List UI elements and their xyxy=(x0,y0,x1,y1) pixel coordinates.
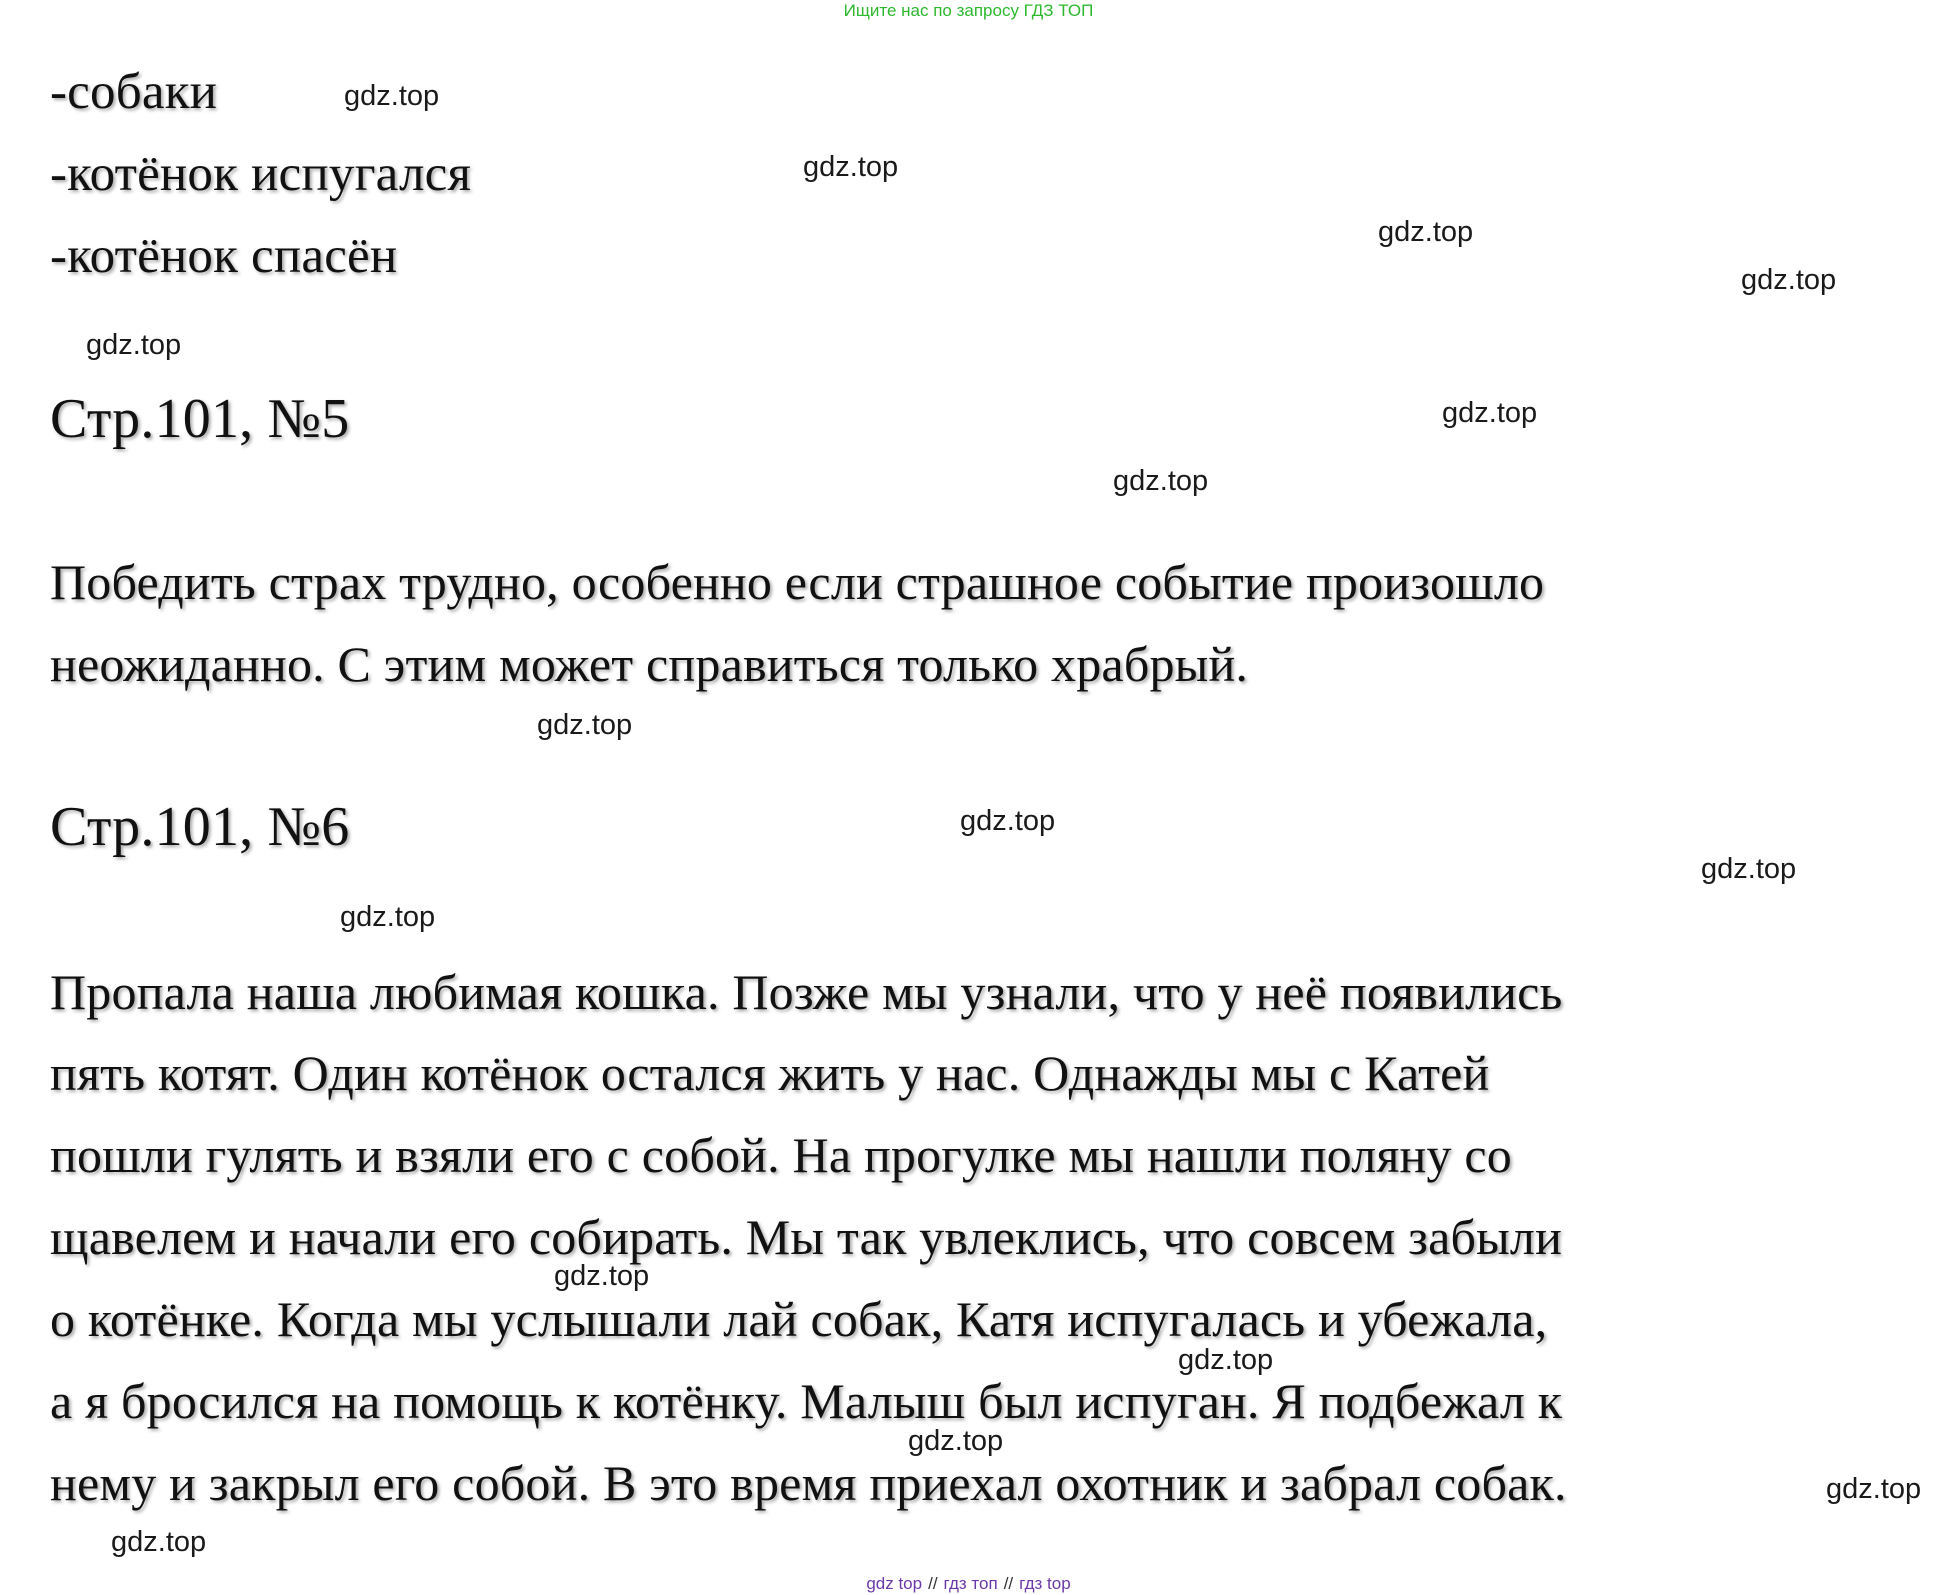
footer-separator: // xyxy=(1003,1574,1014,1593)
top-banner: Ищите нас по запросу ГДЗ ТОП xyxy=(843,1,1094,20)
watermark: gdz.top xyxy=(111,1526,207,1558)
paragraph-line: щавелем и начали его собирать. Мы так увлеклись, что совсем забыли xyxy=(50,1209,1563,1265)
paragraph-line: пять котят. Один котёнок остался жить у нас. Однажды мы с Катей xyxy=(50,1045,1490,1101)
section-heading: Стр.101, №6 xyxy=(50,796,350,858)
paragraph-line: Победить страх трудно, особенно если страшное событие произошло xyxy=(50,554,1545,610)
watermark: gdz.top xyxy=(554,1260,650,1292)
paragraph-line: пошли гулять и взяли его с собой. На прогулке мы нашли поляну со xyxy=(50,1127,1512,1183)
watermark: gdz.top xyxy=(960,805,1056,837)
footer-link[interactable]: гдз top xyxy=(1019,1574,1071,1593)
bullet-item: -собаки xyxy=(50,64,218,120)
footer-link[interactable]: gdz top xyxy=(866,1574,923,1593)
watermark: gdz.top xyxy=(803,151,899,183)
section-heading: Стр.101, №5 xyxy=(50,388,350,450)
watermark: gdz.top xyxy=(1113,465,1209,497)
bullet-item: -котёнок испугался xyxy=(50,146,472,202)
watermark: gdz.top xyxy=(1826,1473,1922,1505)
paragraph-line: о котёнке. Когда мы услышали лай собак, Катя испугалась и убежала, xyxy=(50,1291,1548,1347)
watermark: gdz.top xyxy=(1178,1344,1274,1376)
paragraph-line: Пропала наша любимая кошка. Позже мы узнали, что у неё появились xyxy=(50,964,1563,1020)
watermark: gdz.top xyxy=(537,709,633,741)
paragraph-line: а я бросился на помощь к котёнку. Малыш был испуган. Я подбежал к xyxy=(50,1373,1563,1429)
footer-links xyxy=(0,1574,1937,1594)
watermark: gdz.top xyxy=(340,901,436,933)
watermark: gdz.top xyxy=(908,1425,1004,1457)
watermark: gdz.top xyxy=(1442,397,1538,429)
watermark: gdz.top xyxy=(1741,264,1837,296)
footer-link[interactable]: гдз топ xyxy=(943,1574,998,1593)
watermark: gdz.top xyxy=(1378,216,1474,248)
watermark: gdz.top xyxy=(344,80,440,112)
watermark: gdz.top xyxy=(1701,853,1797,885)
bullet-item: -котёнок спасён xyxy=(50,228,398,284)
watermark: gdz.top xyxy=(86,329,182,361)
paragraph-line: нему и закрыл его собой. В это время приехал охотник и забрал собак. xyxy=(50,1455,1567,1511)
paragraph-line: неожиданно. С этим может справиться только храбрый. xyxy=(50,636,1249,692)
footer-separator: // xyxy=(928,1574,938,1593)
